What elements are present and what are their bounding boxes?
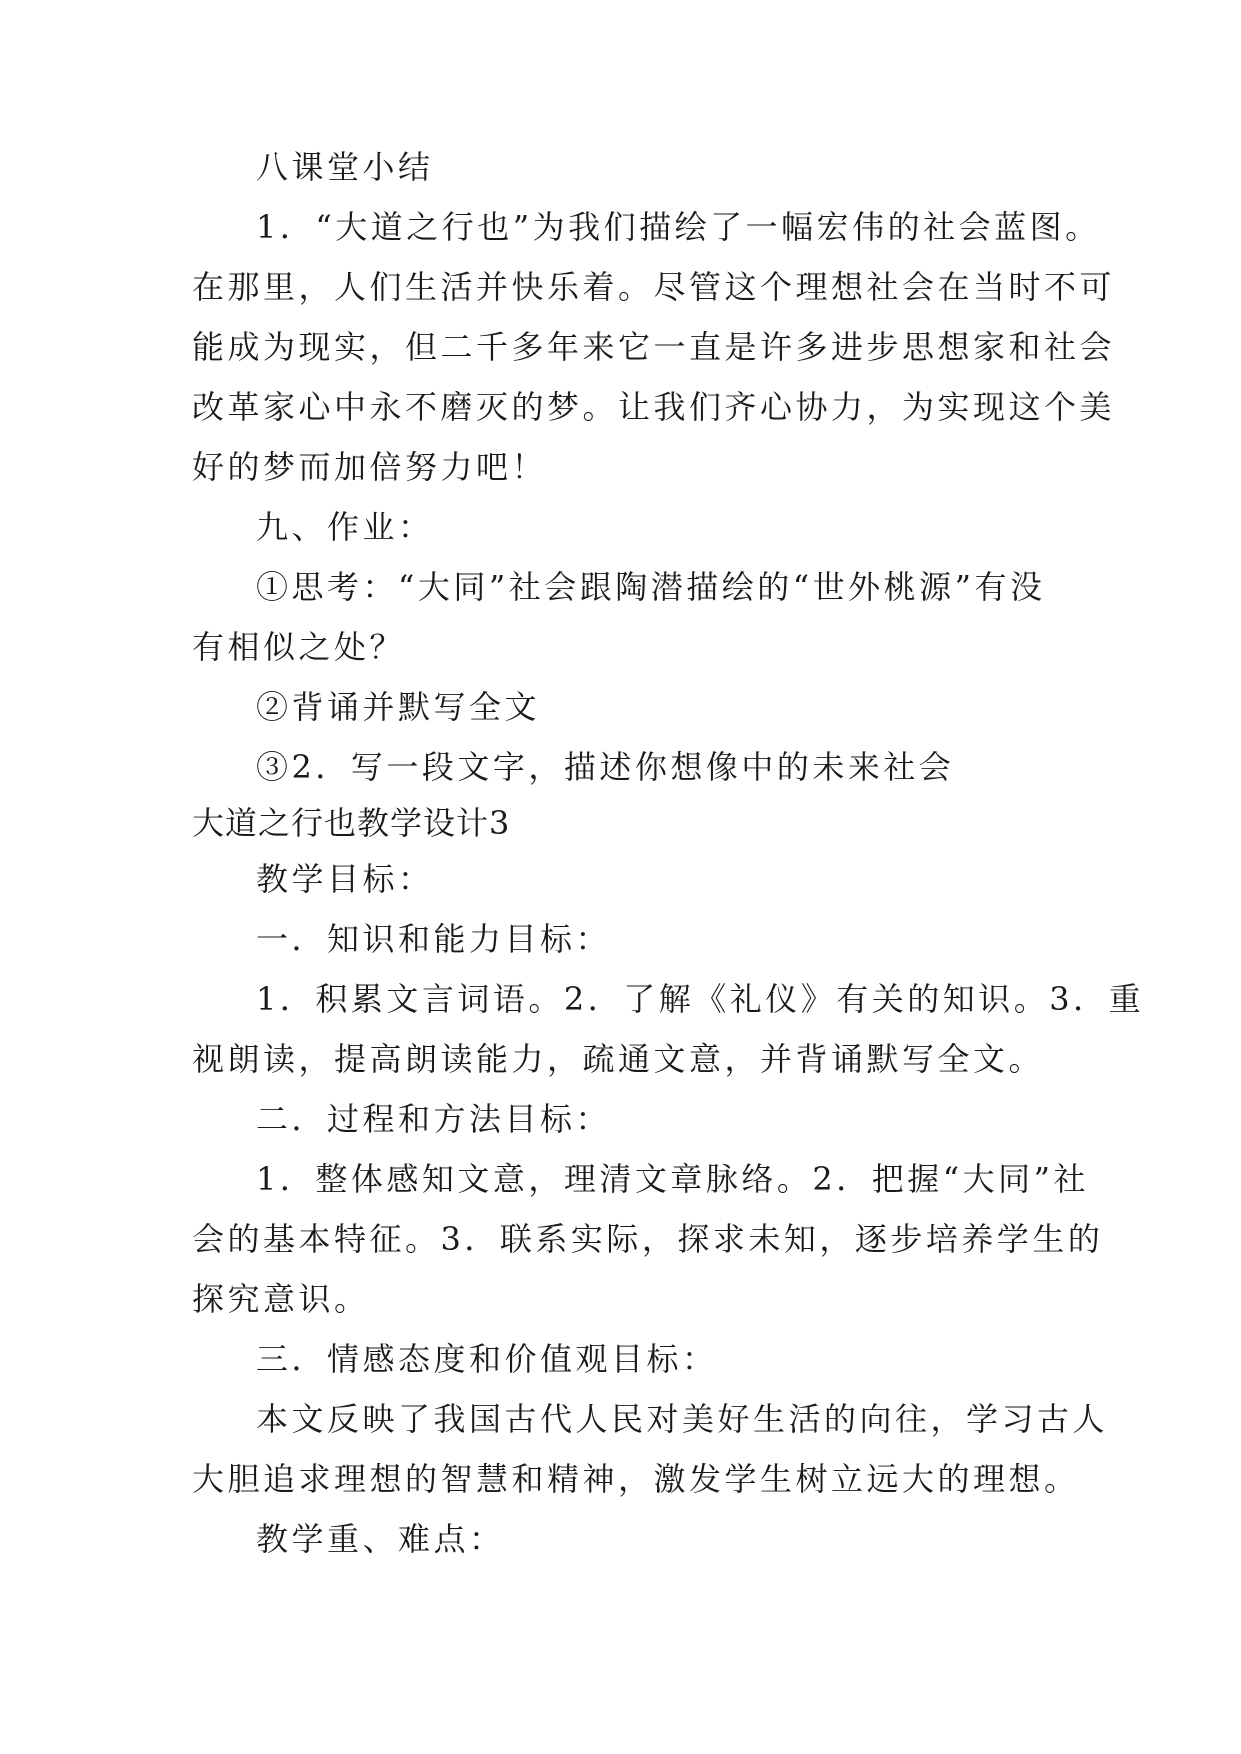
paragraph-line: 会的基本特征。3．联系实际，探求未知，逐步培养学生的 bbox=[192, 1220, 1104, 1258]
paragraph-line: 1．积累文言词语。2．了解《礼仪》有关的知识。3．重 bbox=[256, 980, 1145, 1018]
paragraph-line: 探究意识。 bbox=[192, 1280, 370, 1318]
paragraph-line: 视朗读，提高朗读能力，疏通文意，并背诵默写全文。 bbox=[192, 1040, 1045, 1078]
subsection-heading: 三．情感态度和价值观目标： bbox=[256, 1340, 718, 1378]
section-heading-key-points: 教学重、难点： bbox=[256, 1520, 505, 1558]
paragraph-line: 有相似之处？ bbox=[192, 628, 406, 666]
paragraph-line: ③2．写一段文字，描述你想像中的未来社会 bbox=[256, 748, 955, 786]
paragraph-line: ②背诵并默写全文 bbox=[256, 688, 541, 726]
paragraph-line: 大胆追求理想的智慧和精神，激发学生树立远大的理想。 bbox=[192, 1460, 1080, 1498]
document-title: 大道之行也教学设计3 bbox=[192, 804, 511, 842]
paragraph-line: 好的梦而加倍努力吧！ bbox=[192, 448, 548, 486]
subsection-heading: 二．过程和方法目标： bbox=[256, 1100, 612, 1138]
section-heading-homework: 九、作业： bbox=[256, 508, 434, 546]
section-heading-objectives: 教学目标： bbox=[256, 860, 434, 898]
paragraph-line: 改革家心中永不磨灭的梦。让我们齐心协力，为实现这个美 bbox=[192, 388, 1116, 426]
paragraph-line: 1．整体感知文意，理清文章脉络。2．把握“大同”社 bbox=[256, 1160, 1089, 1198]
paragraph-line: 能成为现实，但二千多年来它一直是许多进步思想家和社会 bbox=[192, 328, 1116, 366]
paragraph-line: 1．“大道之行也”为我们描绘了一幅宏伟的社会蓝图。 bbox=[256, 208, 1101, 246]
subsection-heading: 一．知识和能力目标： bbox=[256, 920, 612, 958]
paragraph-line: 在那里，人们生活并快乐着。尽管这个理想社会在当时不可 bbox=[192, 268, 1116, 306]
section-heading-summary: 八课堂小结 bbox=[256, 148, 434, 186]
paragraph-line: 本文反映了我国古代人民对美好生活的向往，学习古人 bbox=[256, 1400, 1109, 1438]
paragraph-line: ①思考：“大同”社会跟陶潜描绘的“世外桃源”有没 bbox=[256, 568, 1046, 606]
